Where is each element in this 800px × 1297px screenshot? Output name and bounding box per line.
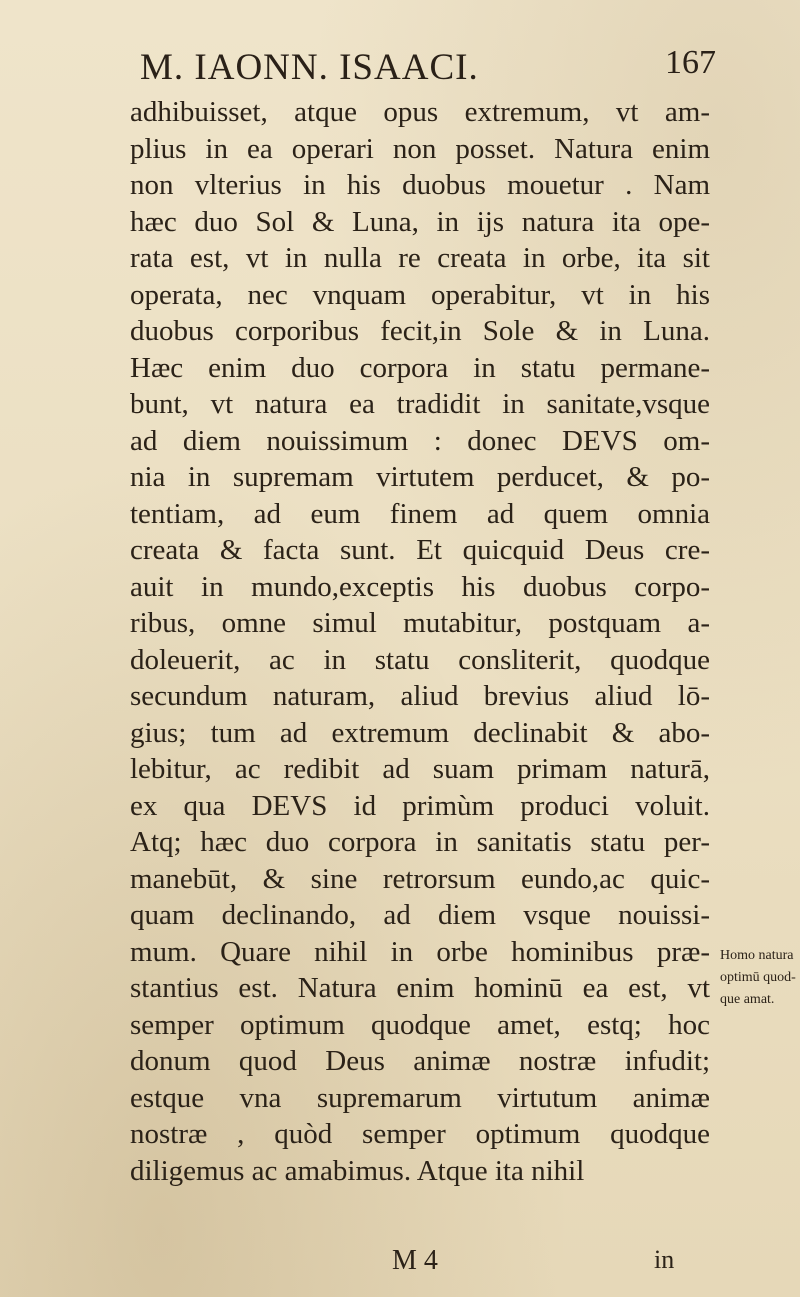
text-line: ad diem nouissimum : donec DEVS om-: [130, 424, 710, 457]
text-line: diligemus ac amabimus. Atque ita nihil: [130, 1154, 585, 1187]
page-header: [0, 40, 800, 90]
marginal-note-line: que amat.: [720, 992, 775, 1007]
text-line: secundum naturam, aliud brevius aliud lō-: [130, 680, 710, 712]
text-line: ex qua DEVS id primùm produci voluit.: [130, 789, 710, 822]
body-text: [130, 94, 710, 1189]
text-line: adhibuisset, atque opus extremum, vt am-: [130, 96, 710, 128]
text-line: stantius est. Natura enim hominū ea est, vt: [130, 972, 710, 1004]
text-line: Hæc enim duo corpora in statu permane-: [130, 351, 710, 384]
marginal-note-line: Homo natura: [720, 948, 794, 963]
text-line: ribus, omne simul mutabitur, postquam a-: [130, 607, 710, 639]
text-line: non vlterius in his duobus mouetur . Nam: [130, 169, 710, 201]
text-line: mum. Quare nihil in orbe hominibus præ-: [130, 935, 710, 968]
running-head: M. IAONN. ISAACI.: [140, 47, 479, 88]
text-line: auit in mundo,exceptis his duobus corpo-: [130, 570, 710, 603]
text-line: rata est, vt in nulla re creata in orbe, ita sit: [130, 242, 710, 274]
text-line: quam declinando, ad diem vsque nouissi-: [130, 899, 710, 931]
text-line: creata & facta sunt. Et quicquid Deus cre-: [130, 534, 710, 566]
text-line: hæc duo Sol & Luna, in ijs natura ita ope-: [130, 205, 710, 238]
text-line: bunt, vt natura ea tradidit in sanitate,vsque: [130, 388, 710, 420]
text-line: nostræ , quòd semper optimum quodque: [130, 1118, 710, 1150]
marginal-note: [720, 945, 800, 1011]
text-line: plius in ea operari non posset. Natura enim: [130, 132, 710, 165]
text-line: operata, nec vnquam operabitur, vt in his: [130, 278, 710, 311]
text-line: nia in supremam virtutem perducet, & po-: [130, 461, 710, 493]
text-line: semper optimum quodque amet, estq; hoc: [130, 1008, 710, 1041]
catchword: in: [654, 1245, 675, 1274]
text-line: manebūt, & sine retrorsum eundo,ac quic-: [130, 862, 710, 895]
signature-mark: M 4: [392, 1245, 438, 1276]
text-line: gius; tum ad extremum declinabit & abo-: [130, 716, 710, 749]
page-number: 167: [665, 44, 716, 81]
text-line: estque vna supremarum virtutum animæ: [130, 1081, 710, 1114]
text-line: doleuerit, ac in statu consliterit, quodque: [130, 643, 710, 676]
text-line: lebitur, ac redibit ad suam primam naturā,: [130, 753, 710, 785]
text-line: duobus corporibus fecit,in Sole & in Luna.: [130, 315, 710, 347]
text-line: tentiam, ad eum finem ad quem omnia: [130, 497, 710, 530]
text-line: Atq; hæc duo corpora in sanitatis statu per-: [130, 826, 710, 858]
marginal-note-line: optimū quod-: [720, 970, 796, 985]
text-line: donum quod Deus animæ nostræ infudit;: [130, 1045, 710, 1077]
